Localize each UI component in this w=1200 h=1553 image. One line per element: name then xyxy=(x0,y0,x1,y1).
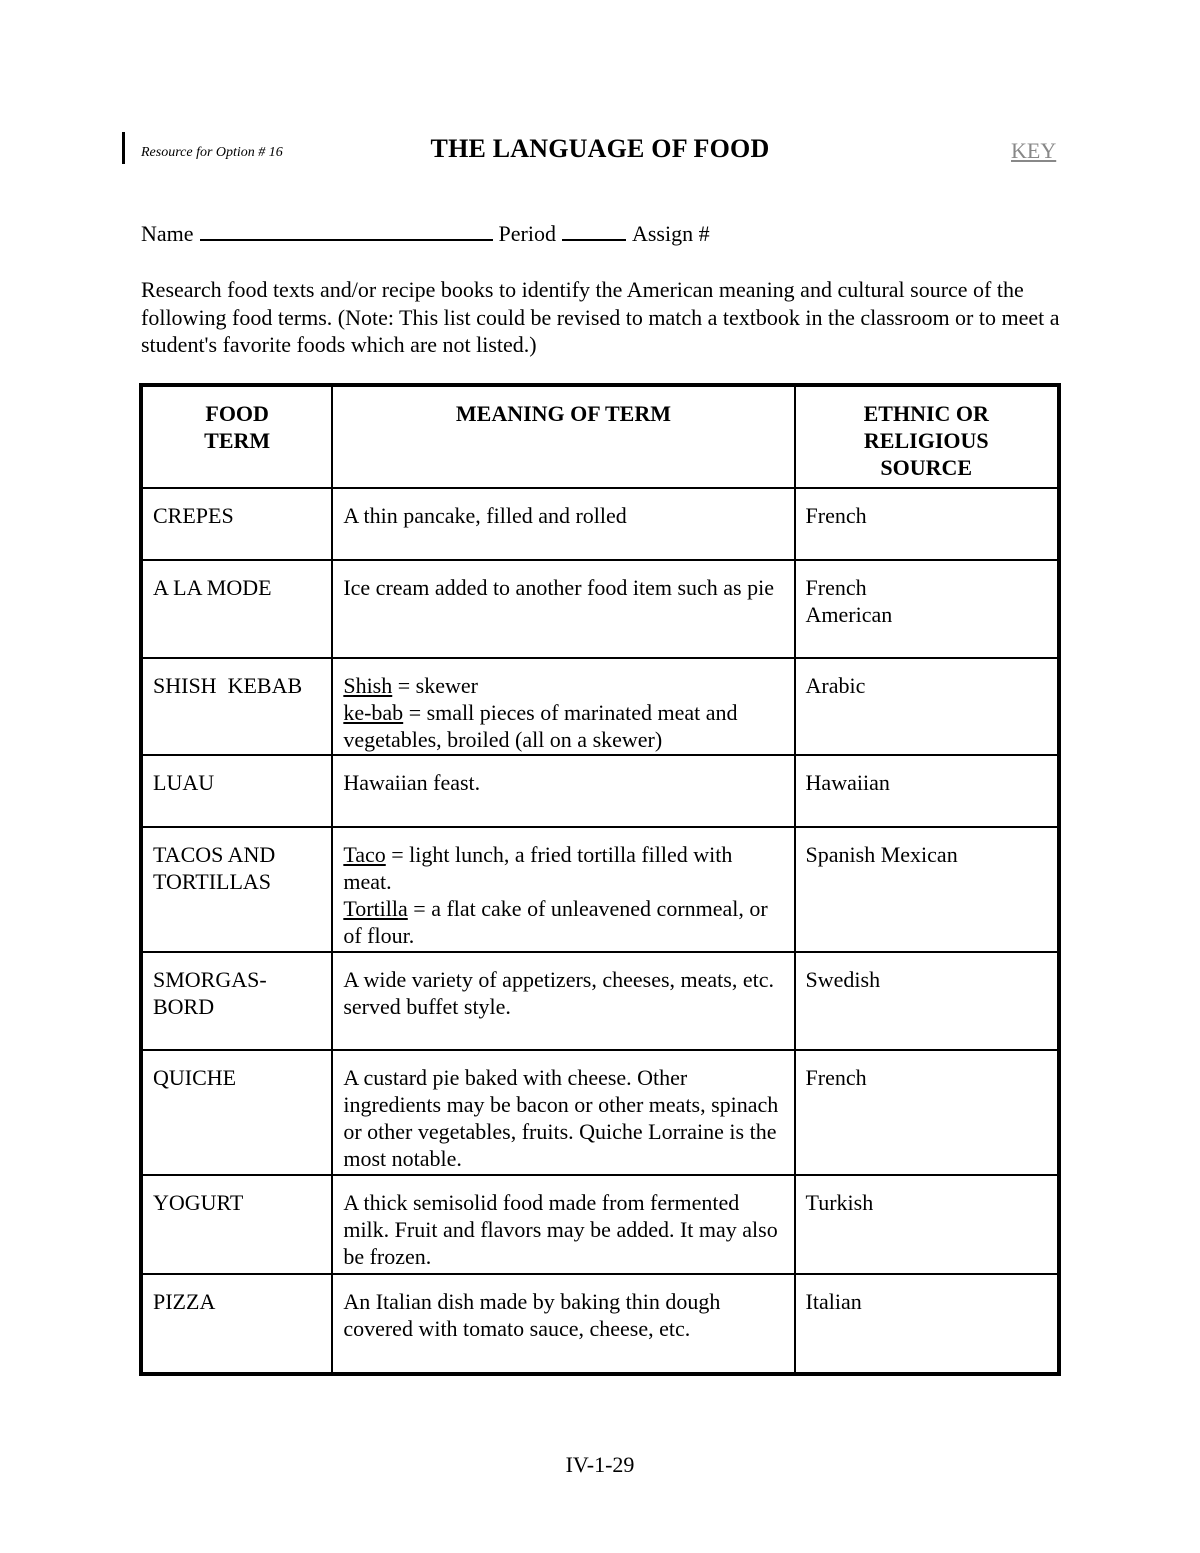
header-meaning: MEANING OF TERM xyxy=(332,385,794,488)
meaning-cell: An Italian dish made by baking thin dough covered with tomato sauce, cheese, etc. xyxy=(332,1274,794,1374)
source-cell: French American xyxy=(795,560,1059,658)
table-row xyxy=(141,658,1059,755)
table-row xyxy=(141,1050,1059,1176)
term-cell: PIZZA xyxy=(141,1274,332,1374)
header-source: ETHNIC OR RELIGIOUS SOURCE xyxy=(795,385,1059,488)
instructions: Research food texts and/or recipe books to identify the American meaning and cultural source of the following food terms. (Note: This list could be revised to match a textbook in the classroom or to meet a student's favorite foods which are not listed.) xyxy=(141,277,1060,357)
period-blank[interactable] xyxy=(562,221,626,241)
term-cell: CREPES xyxy=(141,488,332,559)
student-info-line xyxy=(141,221,710,247)
term-cell: A LA MODE xyxy=(141,560,332,658)
source-cell: French xyxy=(795,488,1059,559)
term-cell: SMORGAS- BORD xyxy=(141,952,332,1049)
table-row xyxy=(141,488,1059,559)
meaning-cell: A thin pancake, filled and rolled xyxy=(332,488,794,559)
term-cell: SHISH KEBAB xyxy=(141,658,332,755)
resource-label: Resource for Option # 16 xyxy=(141,145,283,160)
page-number: IV-1-29 xyxy=(565,1452,635,1477)
food-terms-table xyxy=(139,383,1061,1376)
source-cell: Swedish xyxy=(795,952,1059,1049)
meaning-cell: A thick semisolid food made from fermented milk. Fruit and flavors may be added. It may also be frozen. xyxy=(332,1175,794,1273)
table-header-row xyxy=(141,385,1059,488)
period-label: Period xyxy=(498,221,556,246)
source-cell: Turkish xyxy=(795,1175,1059,1273)
name-blank[interactable] xyxy=(200,221,493,241)
term-cell: TACOS AND TORTILLAS xyxy=(141,827,332,953)
source-cell: Spanish Mexican xyxy=(795,827,1059,953)
answer-key-label: KEY xyxy=(1011,138,1057,163)
meaning-cell: Shish = skewer ke-bab = small pieces of marinated meat and vegetables, broiled (all on a skewer) xyxy=(332,658,794,755)
term-cell: QUICHE xyxy=(141,1050,332,1176)
source-cell: Italian xyxy=(795,1274,1059,1374)
page-title: THE LANGUAGE OF FOOD xyxy=(430,134,770,163)
table-row xyxy=(141,827,1059,953)
table-row xyxy=(141,952,1059,1049)
meaning-cell: A wide variety of appetizers, cheeses, meats, etc. served buffet style. xyxy=(332,952,794,1049)
term-cell: LUAU xyxy=(141,755,332,826)
table-row xyxy=(141,560,1059,658)
meaning-cell: Hawaiian feast. xyxy=(332,755,794,826)
meaning-cell: A custard pie baked with cheese. Other ingredients may be bacon or other meats, spinach or other vegetables, fruits. Quiche Lorraine is the most notable. xyxy=(332,1050,794,1176)
table-row xyxy=(141,755,1059,826)
term-cell: YOGURT xyxy=(141,1175,332,1273)
assign-label: Assign # xyxy=(631,221,710,246)
header-food-term: FOOD TERM xyxy=(141,385,332,488)
source-cell: Arabic xyxy=(795,658,1059,755)
source-cell: French xyxy=(795,1050,1059,1176)
meaning-cell: Taco = light lunch, a fried tortilla filled with meat. Tortilla = a flat cake of unleavened cornmeal, or of flour. xyxy=(332,827,794,953)
table-row xyxy=(141,1274,1059,1374)
meaning-cell: Ice cream added to another food item such as pie xyxy=(332,560,794,658)
table-row xyxy=(141,1175,1059,1273)
source-cell: Hawaiian xyxy=(795,755,1059,826)
name-label: Name xyxy=(141,221,194,246)
